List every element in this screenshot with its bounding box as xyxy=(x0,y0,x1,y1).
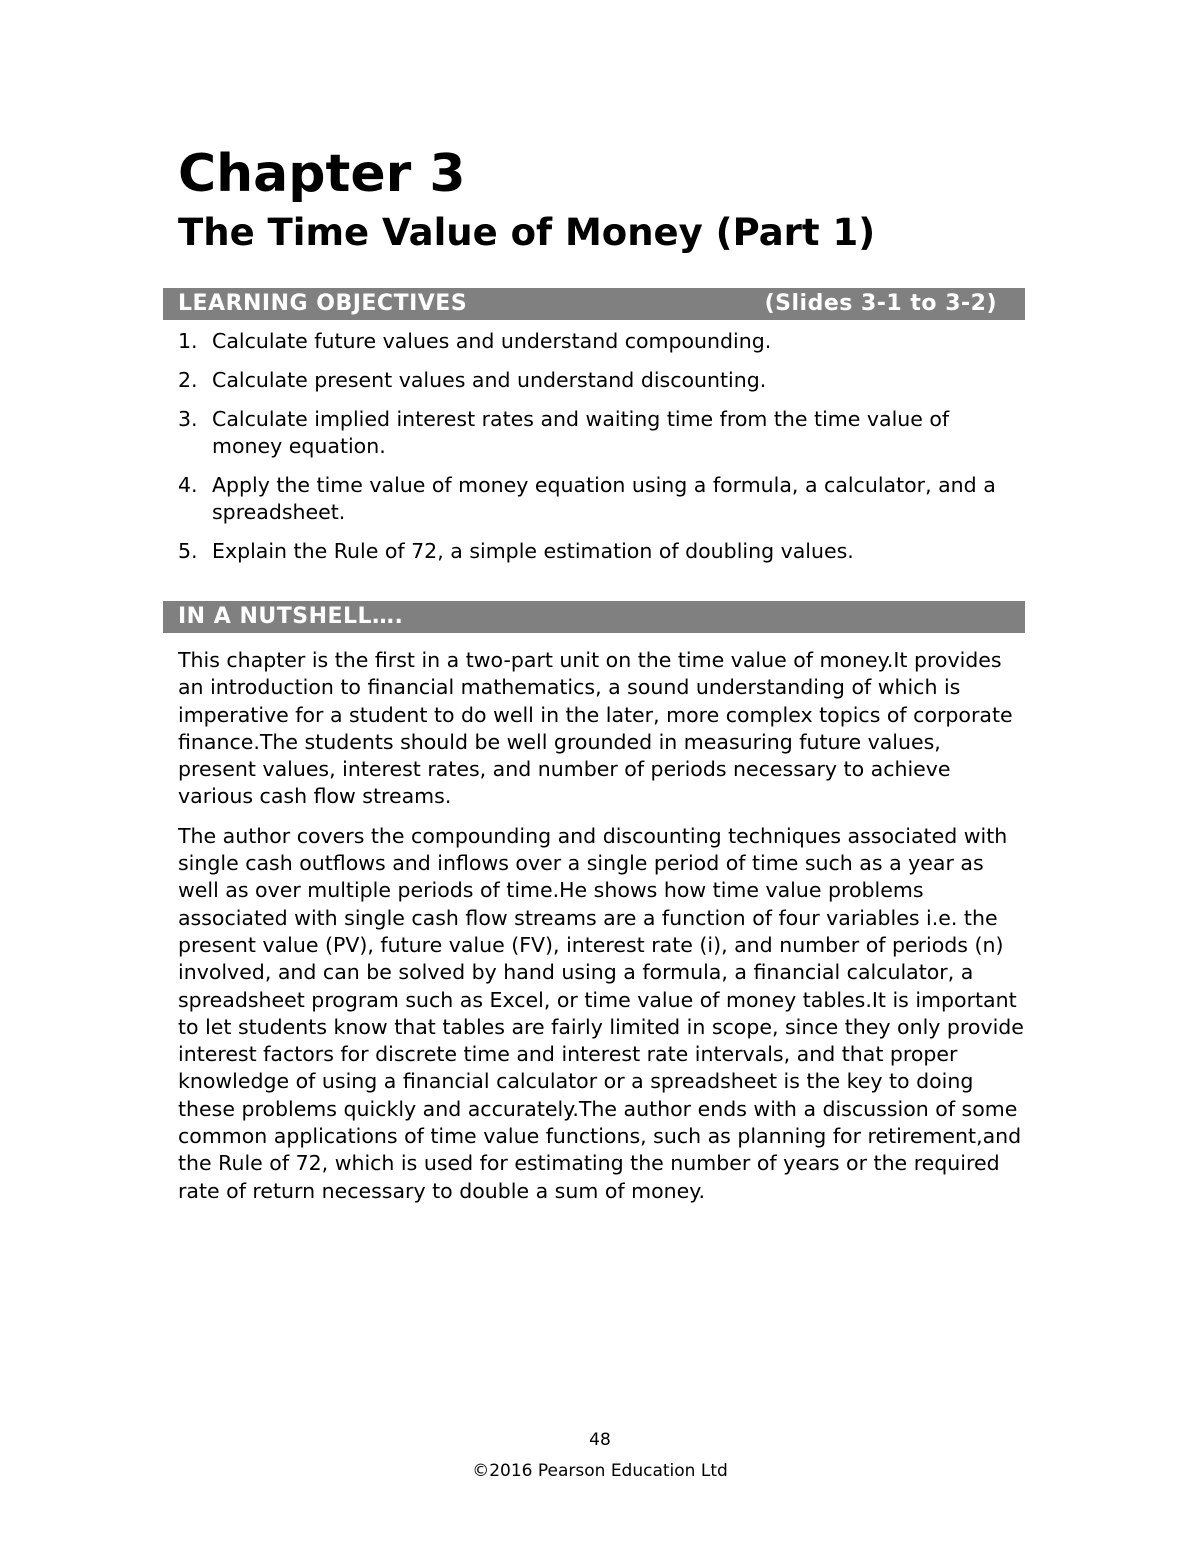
learning-objectives-heading: LEARNING OBJECTIVES xyxy=(178,291,468,316)
objective-text: Calculate future values and understand compounding. xyxy=(212,329,772,353)
nutshell-paragraph: This chapter is the first in a two-part unit on the time value of money.It provides an introduction to financial mathematics, a sound understanding of which is imperative for a student to do well in the later, more complex topics of corporate finance.The students should be well grounded in measuring future values, present values, interest rates, and number of periods necessary to achieve various cash flow streams. xyxy=(178,648,1013,809)
objective-number: 1. xyxy=(178,329,198,353)
objective-text: Calculate present values and understand discounting. xyxy=(212,368,767,392)
objectives-list xyxy=(163,328,1025,565)
objective-item xyxy=(178,538,1025,565)
nutshell-paragraph: The author covers the compounding and discounting techniques associated with single cash outflows and inflows over a single period of time such as a year as well as over multiple periods of time.He shows how time value problems associated with single cash flow streams are a function of four variables i.e. the present value (PV), future value (FV), interest rate (i), and number of periods (n) involved, and can be solved by hand using a formula, a financial calculator, a spreadsheet program such as Excel, or time value of money tables.It is important to let students know that tables are fairly limited in scope, since they only provide interest factors for discrete time and interest rate intervals, and that proper knowledge of using a financial calculator or a spreadsheet is the key to doing these problems quickly and accurately.The author ends with a discussion of some common applications of time value functions, such as planning for retirement,and the Rule of 72, which is used for estimating the number of years or the required rate of return necessary to double a sum of money. xyxy=(178,823,1024,1203)
objective-number: 2. xyxy=(178,368,198,392)
objective-item xyxy=(178,367,1025,394)
learning-objectives-header xyxy=(163,288,1025,320)
objective-item xyxy=(178,406,1025,460)
objective-number: 4. xyxy=(178,473,198,497)
objective-text: Calculate implied interest rates and waiting time from the time value of money equation. xyxy=(212,407,950,458)
objective-text: Explain the Rule of 72, a simple estimation of doubling values. xyxy=(212,539,854,563)
chapter-number: Chapter 3 xyxy=(178,144,466,204)
page-content xyxy=(163,140,1025,1205)
objective-item xyxy=(178,472,1025,526)
objective-text: Apply the time value of money equation using a formula, a calculator, and a spreadsheet. xyxy=(212,473,996,524)
objective-number: 5. xyxy=(178,539,198,563)
nutshell-heading: IN A NUTSHELL…. xyxy=(178,604,404,629)
objective-number: 3. xyxy=(178,407,198,431)
chapter-title: The Time Value of Money (Part 1) xyxy=(178,211,876,254)
objective-item xyxy=(178,328,1025,355)
nutshell-header xyxy=(163,601,1025,633)
slides-reference: (Slides 3-1 to 3-2) xyxy=(764,291,997,316)
copyright-notice: ©2016 Pearson Education Ltd xyxy=(472,1461,728,1481)
page-number: 48 xyxy=(589,1430,611,1450)
